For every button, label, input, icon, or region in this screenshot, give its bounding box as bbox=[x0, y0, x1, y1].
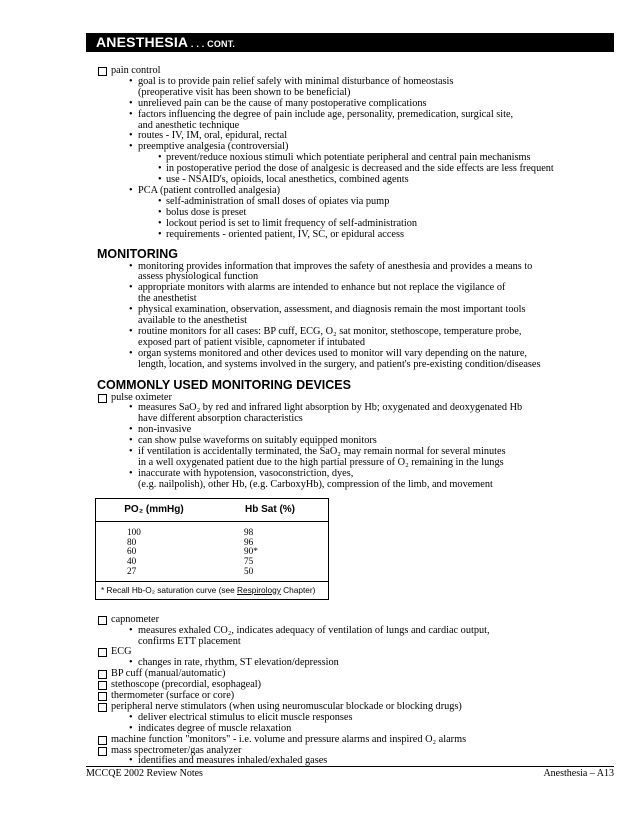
bullet: • PCA (patient controlled analgesia) bbox=[97, 186, 617, 197]
bullet-cont: (preoperative visit has been shown to be beneficial) bbox=[138, 86, 351, 98]
sub-bullet: • prevent/reduce noxious stimuli which potentiate peripheral and central pain mechanisms bbox=[97, 153, 617, 164]
col-header-po2: PO₂ (mmHg) bbox=[124, 503, 184, 515]
bullet: • can show pulse waveforms on suitably equipped monitors bbox=[97, 436, 617, 447]
sub-bullet: • in postoperative period the dose of analgesic is decreased and the side effects are less frequent bbox=[97, 164, 617, 175]
table-header bbox=[96, 499, 328, 522]
bullet: • measures SaO₂ by red and infrared light absorption by Hb; oxygenated and deoxygenated Hb bbox=[97, 403, 617, 414]
item-nerve-stimulators: peripheral nerve stimulators (when using neuromuscular blockade or blocking drugs) bbox=[97, 702, 617, 713]
bullet: • physical examination, observation, assessment, and diagnosis remain the most important tools bbox=[97, 305, 617, 316]
bullet: • goal is to provide pain relief safely with minimal disturbance of homeostasis bbox=[97, 77, 617, 88]
bullet: • factors influencing the degree of pain include age, personality, premedication, surgical site, bbox=[97, 110, 617, 121]
section-title-cont: . . . CONT. bbox=[188, 39, 236, 49]
sub-bullet: • bolus dose is preset bbox=[97, 208, 617, 219]
table-body bbox=[96, 522, 328, 582]
bullet-cont: length, location, and systems involved in the surgery, and patient's pre-existing condition/diseases bbox=[138, 358, 541, 370]
footer-left: MCCQE 2002 Review Notes bbox=[86, 768, 203, 779]
item-thermometer: thermometer (surface or core) bbox=[97, 691, 617, 702]
bullet-cont: confirms ETT placement bbox=[138, 635, 241, 647]
page-content bbox=[97, 66, 617, 767]
table-cell: 100 bbox=[127, 526, 141, 537]
footer-rule bbox=[86, 766, 614, 767]
table-footnote: * Recall Hb-O₂ saturation curve (see Respirology Chapter) bbox=[101, 584, 316, 595]
bullet: • preemptive analgesia (controversial) bbox=[97, 142, 617, 153]
po2-hbsat-table bbox=[95, 498, 329, 600]
bullet: • monitoring provides information that improves the safety of anesthesia and provides a means to bbox=[97, 262, 617, 273]
bullet-cont: the anesthetist bbox=[138, 293, 197, 305]
po2-column bbox=[96, 528, 212, 577]
table-cell: 40 bbox=[127, 556, 137, 567]
table-cell: 60 bbox=[127, 546, 137, 557]
footer-right: Anesthesia – A13 bbox=[543, 768, 614, 779]
item-machine-monitors: machine function "monitors" - i.e. volume and pressure alarms and inspired O₂ alarms bbox=[97, 735, 617, 746]
table-cell: 27 bbox=[127, 565, 137, 576]
bullet: • organ systems monitored and other devices used to monitor will vary depending on the nature, bbox=[97, 349, 617, 360]
sub-bullet: • self-administration of small doses of opiates via pump bbox=[97, 197, 617, 208]
respirology-reference: Respirology bbox=[237, 584, 281, 595]
hbsat-column bbox=[212, 528, 328, 577]
bullet-cont: have different absorption characteristics bbox=[138, 413, 303, 425]
bullet: • appropriate monitors with alarms are intended to enhance but not replace the vigilance of bbox=[97, 283, 617, 294]
heading-monitoring: MONITORING bbox=[97, 246, 179, 261]
bullet: • changes in rate, rhythm, ST elevation/depression bbox=[97, 658, 617, 669]
item-ecg: ECG bbox=[97, 647, 617, 658]
item-bp-cuff: BP cuff (manual/automatic) bbox=[97, 669, 617, 680]
table-cell: 80 bbox=[127, 536, 137, 547]
bullet-cont: (e.g. nailpolish), other Hb, (e.g. CarboxyHb), compression of the limb, and movement bbox=[138, 478, 493, 490]
item-stethoscope: stethoscope (precordial, esophageal) bbox=[97, 680, 617, 691]
table-cell: 50 bbox=[244, 565, 254, 576]
bullet-cont: assess physiological function bbox=[138, 271, 259, 283]
col-header-hbsat: Hb Sat (%) bbox=[245, 503, 295, 515]
bullet-cont: and anesthetic technique bbox=[138, 119, 240, 131]
sub-bullet: • requirements - oriented patient, IV, SC, or epidural access bbox=[97, 230, 617, 241]
bullet: • deliver electrical stimulus to elicit muscle responses bbox=[97, 713, 617, 724]
section-title: ANESTHESIA . . . CONT. bbox=[96, 34, 236, 50]
bullet: • measures exhaled CO₂, indicates adequacy of ventilation of lungs and cardiac output, bbox=[97, 626, 617, 637]
bullet: • identifies and measures inhaled/exhaled gases bbox=[97, 756, 617, 767]
bullet-cont: exposed part of patient visible, capnometer if intubated bbox=[138, 336, 366, 348]
bullet: • indicates degree of muscle relaxation bbox=[97, 724, 617, 735]
item-pain-control: pain control bbox=[97, 66, 617, 77]
sub-bullet: • lockout period is set to limit frequency of self-administration bbox=[97, 219, 617, 230]
sub-bullet: • use - NSAID's, opioids, local anesthetics, combined agents bbox=[97, 175, 617, 186]
bullet: • routine monitors for all cases: BP cuff, ECG, O₂ sat monitor, stethoscope, temperature probe, bbox=[97, 327, 617, 338]
table-cell: 96 bbox=[244, 536, 254, 547]
item-pulse-oximeter: pulse oximeter bbox=[97, 393, 617, 404]
bullet: • non-invasive bbox=[97, 425, 617, 436]
section-header-bar bbox=[86, 33, 614, 52]
bullet: • inaccurate with hypotension, vasoconstriction, dyes, bbox=[97, 469, 617, 480]
item-mass-spectrometer: mass spectrometer/gas analyzer bbox=[97, 746, 617, 757]
table-cell: 75 bbox=[244, 556, 254, 567]
bullet-cont: in a well oxygenated patient due to the high partial pressure of O₂ remaining in the lungs bbox=[138, 457, 504, 468]
table-cell: 98 bbox=[244, 526, 254, 537]
bullet-cont: available to the anesthetist bbox=[138, 315, 247, 327]
bullet: • if ventilation is accidentally terminated, the SaO₂ may remain normal for several minutes bbox=[97, 447, 617, 458]
bullet: • routes - IV, IM, oral, epidural, rectal bbox=[97, 131, 617, 142]
bullet: • unrelieved pain can be the cause of many postoperative complications bbox=[97, 99, 617, 110]
heading-monitoring-devices: COMMONLY USED MONITORING DEVICES bbox=[97, 377, 351, 392]
item-capnometer: capnometer bbox=[97, 615, 617, 626]
table-cell: 90* bbox=[244, 546, 258, 557]
